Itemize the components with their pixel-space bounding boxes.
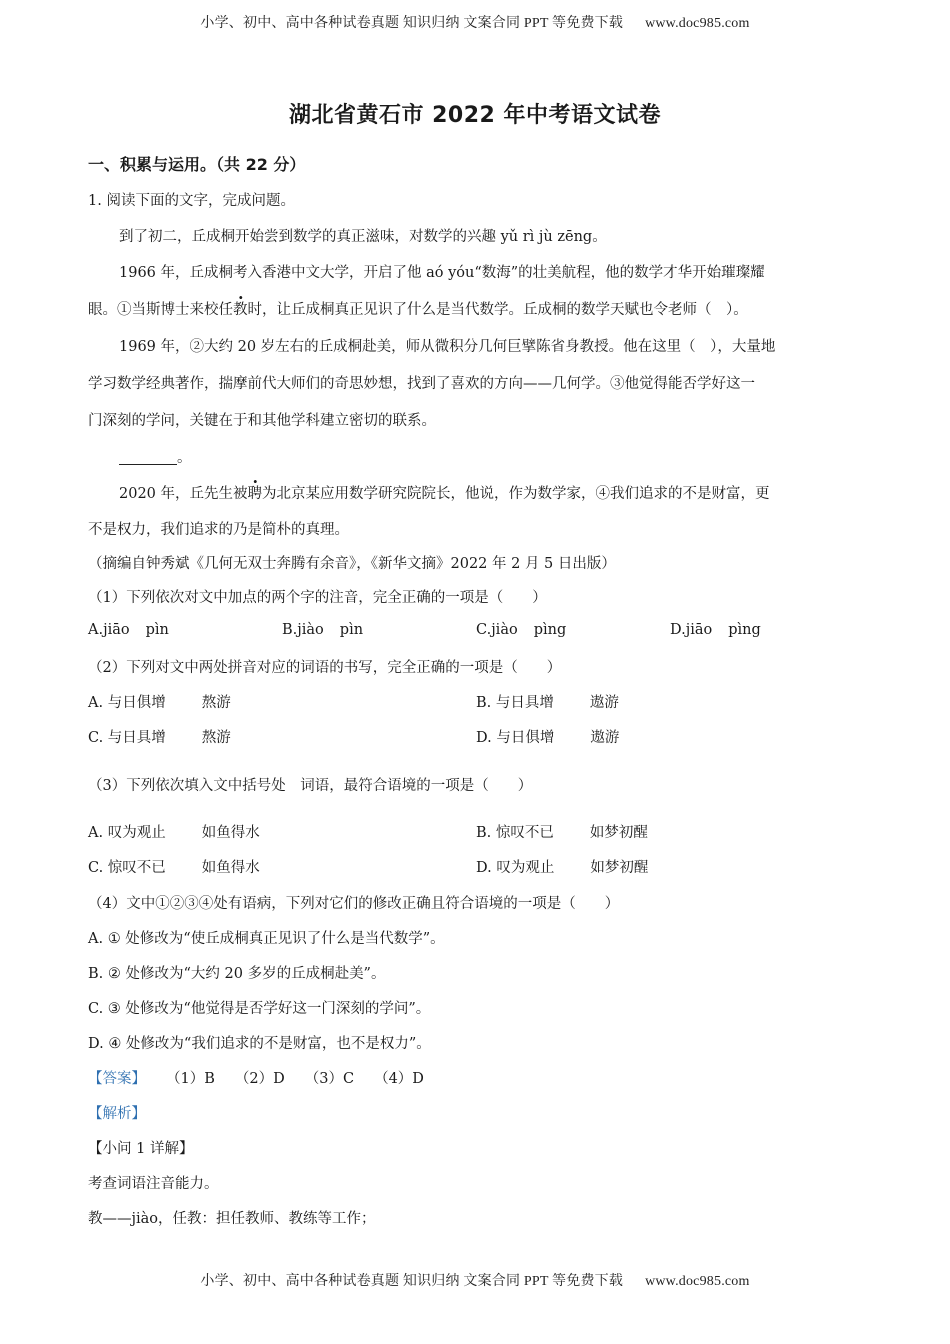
passage-text: 眼。①当斯博士来校任 [88,302,233,318]
q4-option-d[interactable]: D. ④ 处修改为“我们追求的不是财富，也不是权力”。 [88,1036,431,1052]
passage-paragraph-5-line-2: 不是权力，我们追求的乃是简朴的真理。 [88,522,349,538]
passage-blank-line: 。 [119,446,192,467]
question-1-stem: （1）下列依次对文中加点的两个字的注音，完全正确的一项是（ ） [88,590,547,606]
question-4-stem: （4）文中①②③④处有语病，下列对它们的修改正确且符合语境的一项是（ ） [88,896,620,912]
answer-row [88,1067,444,1088]
q4-option-c[interactable]: C. ③ 处修改为“他觉得是否学好这一门深刻的学问”。 [88,1001,431,1017]
page-title: 湖北省黄石市 2022 年中考语文试卷 [288,103,662,128]
passage-paragraph-3-line-1: 1969 年，②大约 20 岁左右的丘成桐赴美，师从微积分几何巨擘陈省身教授。他在这里（ ），大量地 [119,339,776,355]
page-header [0,12,950,32]
passage-paragraph-2-line-1: 1966 年，丘成桐考入香港中文大学，开启了他 aó yóu“数海”的壮美航程，他的数学才华开始璀璨耀 [119,265,765,281]
q3-option-a[interactable]: A. 叹为观止 如鱼得水 [88,825,260,841]
question-3-stem: （3）下列依次填入文中括号处 词语，最符合语境的一项是（ ） [88,778,533,794]
answer-label: 【答案】 [88,1071,146,1087]
analysis-line-2: 教——jiào，任教：担任教师、教练等工作； [88,1211,376,1227]
analysis-label: 【解析】 [88,1106,146,1122]
passage-paragraph-3-line-3: 门深刻的学问，关键在于和其他学科建立密切的联系。 [88,413,436,429]
passage-text: 时，让丘成桐真正见识了什么是当代数学。丘成桐的数学天赋也令老师（ ）。 [247,302,748,318]
passage-paragraph-2-line-2 [88,298,748,319]
question-intro: 1. 阅读下面的文字，完成问题。 [88,193,295,209]
q4-option-b[interactable]: B. ② 处修改为“大约 20 多岁的丘成桐赴美”。 [88,966,386,982]
q2-option-c[interactable]: C. 与日具增 熬游 [88,730,231,746]
q2-option-b[interactable]: B. 与日具增 遨游 [476,695,619,711]
answer-item: （1）B [166,1071,215,1087]
answer-item: （4）D [374,1071,424,1087]
footer-url[interactable]: www.doc985.com [645,1274,750,1289]
emphasis-dot-char: 聘 [247,486,263,502]
question-2-stem: （2）下列对文中两处拼音对应的词语的书写，完全正确的一项是（ ） [88,660,562,676]
q1-option-d[interactable]: D.jiāo pìng [670,622,761,638]
footer-text: 小学、初中、高中各种试卷真题 知识归纳 文案合同 PPT 等免费下载 [200,1274,624,1289]
q3-option-c[interactable]: C. 惊叹不已 如鱼得水 [88,860,260,876]
q2-option-a[interactable]: A. 与日俱增 熬游 [88,695,231,711]
q3-option-d[interactable]: D. 叹为观止 如梦初醒 [476,860,649,876]
q1-option-b[interactable]: B.jiào pìn [282,622,364,638]
q3-option-b[interactable]: B. 惊叹不已 如梦初醒 [476,825,648,841]
page-footer [0,1270,950,1290]
passage-paragraph-1: 到了初二，丘成桐开始尝到数学的真正滋味，对数学的兴趣 yǔ rì jù zēng。 [119,229,607,245]
analysis-subheading: 【小问 1 详解】 [88,1141,194,1157]
emphasis-dot-char: 教 [233,302,248,318]
fill-blank [119,452,177,465]
answer-item: （2）D [234,1071,285,1087]
q4-option-a[interactable]: A. ① 处修改为“使丘成桐真正见识了什么是当代数学”。 [88,931,445,947]
q1-option-a[interactable]: A.jiāo pìn [88,622,169,638]
answer-item: （3）C [304,1071,355,1087]
q2-option-d[interactable]: D. 与日俱增 遨游 [476,730,620,746]
header-text: 小学、初中、高中各种试卷真题 知识归纳 文案合同 PPT 等免费下载 [200,16,624,31]
header-url[interactable]: www.doc985.com [645,16,750,31]
passage-source: （摘编自钟秀斌《几何无双士奔腾有余音》，《新华文摘》2022 年 2 月 5 日出版） [88,556,616,572]
analysis-line-1: 考查词语注音能力。 [88,1176,219,1192]
passage-paragraph-5-line-1: 2020 年，丘先生被聘为北京某应用数学研究院院长，他说，作为数学家，④我们追求的不是财富，更 [119,486,770,502]
q1-option-c[interactable]: C.jiào pìng [476,622,567,638]
passage-paragraph-3-line-2: 学习数学经典著作，揣摩前代大师们的奇思妙想，找到了喜欢的方向——几何学。③他觉得能否学好这一 [88,376,755,392]
section-heading: 一、积累与运用。（共 22 分） [88,155,306,174]
